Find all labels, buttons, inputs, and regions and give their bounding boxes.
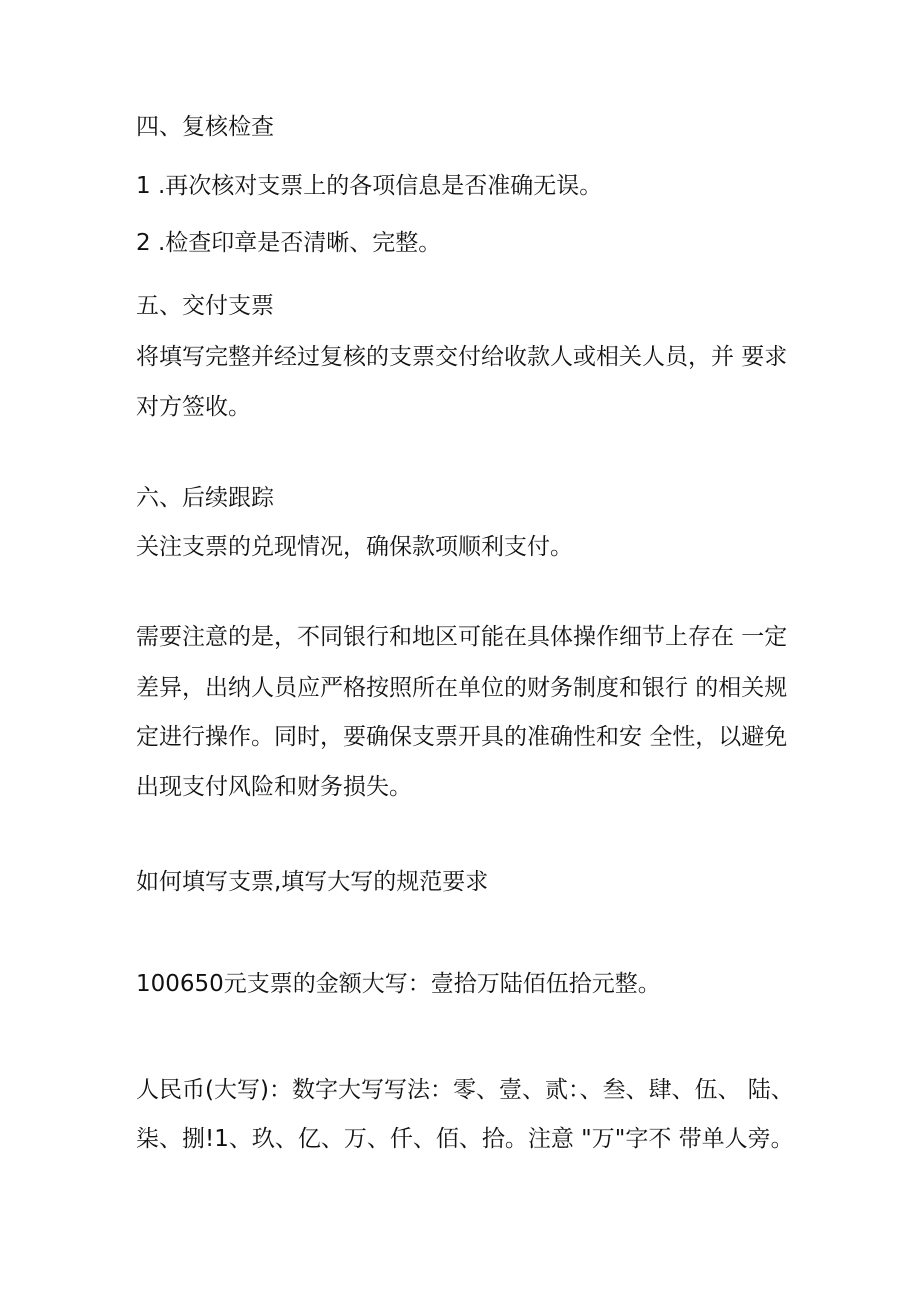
rules-line: 人民币(大写)：数字大写写法：零、壹、贰：、叁、肆、伍、 陆、	[136, 1077, 794, 1103]
paragraph-line: 关注支票的兑现情况，确保款项顺利支付。	[136, 534, 573, 560]
note-line: 出现支付风险和财务损失。	[136, 774, 412, 800]
paragraph-line: 对方签收。	[136, 394, 251, 420]
note-line: 需要注意的是，不同银行和地区可能在具体操作细节上存在 一定	[136, 624, 788, 650]
section-heading-review: 四、复核检查	[136, 114, 274, 140]
amount-example: 100650元支票的金额大写：壹拾万陆佰伍拾元整。	[136, 971, 661, 997]
note-line: 差异，出纳人员应严格按照所在单位的财务制度和银行 的相关规	[136, 675, 788, 701]
rules-line: 柒、捌!1、玖、亿、万、仟、佰、拾。注意 "万"字不 带单人旁。	[136, 1126, 794, 1152]
note-line: 定进行操作。同时，要确保支票开具的准确性和安 全性，以避免	[136, 724, 788, 750]
list-item: 1 .再次核对支票上的各项信息是否准确无误。	[136, 173, 603, 199]
section-heading-followup: 六、后续跟踪	[136, 485, 274, 511]
subtitle: 如何填写支票,填写大写的规范要求	[136, 869, 489, 895]
paragraph-line: 将填写完整并经过复核的支票交付给收款人或相关人员，并 要求	[136, 344, 788, 370]
section-heading-delivery: 五、交付支票	[136, 293, 274, 319]
list-item: 2 .检查印章是否清晰、完整。	[136, 230, 442, 256]
